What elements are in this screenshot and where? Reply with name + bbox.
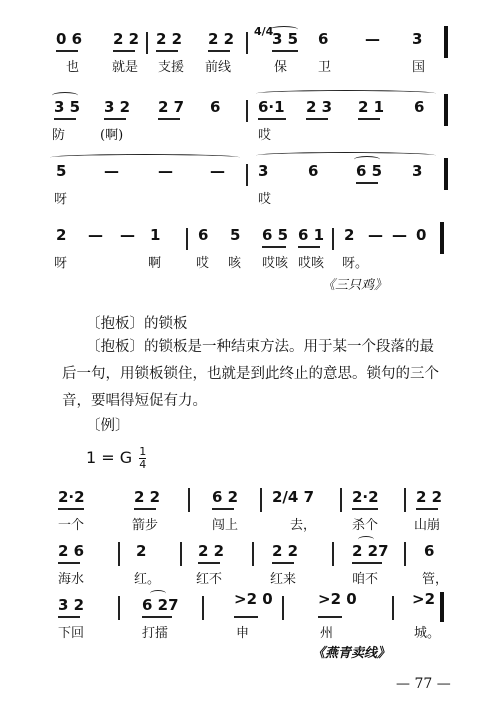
note: 2 2 [156,30,183,48]
underline [58,616,80,618]
barline [260,488,262,512]
note: 2·2 [58,488,85,506]
lyric: 咱不 [352,572,379,587]
note: 3 5 [272,30,299,48]
underline [104,118,126,120]
final-barline [440,592,444,622]
note: 2 3 [306,98,333,116]
underline [54,118,76,120]
lyric: 红来 [270,572,297,587]
lyric: 支援 [158,60,185,75]
note: 3 2 [58,596,85,614]
note: 6 [424,542,435,560]
source-caption: 《三只鸡》 [322,278,388,293]
note: 2 2 [113,30,140,48]
underline [352,508,378,510]
lyric: 哎 [258,128,272,143]
note: 6 [318,30,329,48]
underline [58,562,80,564]
note: 1 [150,226,161,244]
barline [186,228,188,250]
note: 5 [230,226,241,244]
barline [188,488,190,512]
note: — [210,162,225,180]
underline [234,616,258,618]
note: 3 2 [104,98,131,116]
note: >2 [412,590,436,608]
underline [142,616,172,618]
note: 6 [198,226,209,244]
lyric: 前线 [205,60,232,75]
underline [272,562,294,564]
underline [298,246,320,248]
underline [156,50,178,52]
note: 3 [412,162,423,180]
score-1-line-4 [0,226,490,286]
note: 6 [308,162,319,180]
lyric: 卫 [318,60,332,75]
note: 2 2 [208,30,235,48]
note: — [368,226,383,244]
section-heading: 〔抱板〕的锁板 [86,316,188,332]
barline [404,488,406,512]
note: 5 [56,162,67,180]
note: 3 [412,30,423,48]
lyric: 红不 [196,572,223,587]
underline [258,118,286,120]
page-number: — 77 — [396,676,451,692]
lyric: 呀。 [342,256,369,271]
score-1-line-3 [0,162,490,222]
lyric: 海水 [58,572,85,587]
lyric: 就是 [112,60,139,75]
underline [416,508,438,510]
note: 2 2 [134,488,161,506]
barline [444,158,448,190]
note: 2 27 [352,542,389,560]
barline [118,542,120,566]
lyric: 打擂 [142,626,169,641]
underline [212,508,234,510]
barline [404,542,406,566]
lyric: 啊 [148,256,162,271]
lyric: 闯上 [212,518,239,533]
score-2-line-3 [0,590,490,656]
barline [444,26,448,58]
barline [444,94,448,126]
note: — [88,226,103,244]
note: 6 [210,98,221,116]
note: 6 27 [142,596,179,614]
underline [113,50,135,52]
note: 2 6 [58,542,85,560]
lyric: 保 [274,60,288,75]
lyric: 哎 [258,192,272,207]
key-fraction [139,446,146,471]
lyric: 申 [236,626,250,641]
note: 6·1 [258,98,285,116]
slur [256,90,436,97]
lyric: 哎咳 [262,256,289,271]
score-1-line-2 [0,98,490,158]
note: — [365,30,380,48]
lyric: 城。 [414,626,441,641]
note: 2 2 [272,542,299,560]
lyric: (啊) [100,128,124,143]
underline [158,118,180,120]
note: 6 [414,98,425,116]
note: — [158,162,173,180]
note: — [392,226,407,244]
underline [198,562,220,564]
note: 2 2 [416,488,443,506]
lyric: 咳 [228,256,242,271]
underline [272,50,298,52]
note: 6 1 [298,226,325,244]
note: 3 5 [54,98,81,116]
lyric: 哎 [196,256,210,271]
underline [56,50,78,52]
lyric: 呀 [54,192,68,207]
lyric: 国 [412,60,426,75]
slur [256,152,436,159]
note: — [120,226,135,244]
lyric: 杀个 [352,518,379,533]
lyric: 山崩 [414,518,441,533]
note: 0 [416,226,427,244]
barline [246,100,248,122]
note: 2 [56,226,67,244]
barline [392,596,394,620]
key-frac-top: 1 [139,445,147,458]
barline [146,32,148,54]
barline [332,542,334,566]
slur [50,154,240,161]
lyric: 防 [52,128,66,143]
note: 2/4 7 [272,488,315,506]
note: 2 2 [198,542,225,560]
barline [202,596,204,620]
key-frac-bottom: 4 [139,458,147,471]
key-signature [86,446,146,471]
lyric: 州 [320,626,334,641]
note: 2 1 [358,98,385,116]
note: 6 2 [212,488,239,506]
underline [208,50,230,52]
note: 3 [258,162,269,180]
barline [252,542,254,566]
underline [58,508,84,510]
underline [262,246,286,248]
underline [306,118,328,120]
example-label: 〔例〕 [86,418,130,434]
lyric: 红。 [134,572,161,587]
underline [134,508,156,510]
barline [180,542,182,566]
source-caption: 《燕青卖线》 [312,646,391,661]
lyric: 去， [290,518,317,533]
note: 2·2 [352,488,379,506]
barline [246,32,248,54]
note: 6 5 [262,226,289,244]
barline [118,596,120,620]
time-signature: 4/4 [254,25,274,38]
barline [282,596,284,620]
note: >2 0 [234,590,273,608]
underline [358,118,380,120]
note: — [104,162,119,180]
lyric: 哎咳 [298,256,325,271]
note: 2 7 [158,98,185,116]
underline [352,562,382,564]
lyric: 管， [422,572,449,587]
section-paragraph: 〔抱板〕的锁板是一种结束方法。用于某一个段落的最后一句，用锁板锁住，也就是到此终止的意思。锁句的三个音，要唱得短促有力。 [62,339,439,409]
score-1-line-1 [0,25,490,90]
note: 2 [136,542,147,560]
barline [246,164,248,186]
score-2-line-1 [0,488,490,548]
lyric: 呀 [54,256,68,271]
barline [340,488,342,512]
final-barline [440,222,444,254]
underline [318,616,342,618]
note: >2 0 [318,590,357,608]
underline [356,182,378,184]
note: 6 5 [356,162,383,180]
lyric: 下回 [58,626,85,641]
lyric: 一个 [58,518,85,533]
note: 2 [344,226,355,244]
note: 0 6 [56,30,83,48]
lyric: 箭步 [132,518,159,533]
barline [332,228,334,250]
lyric: 也 [66,60,80,75]
key-label: 1 = G [86,448,133,467]
